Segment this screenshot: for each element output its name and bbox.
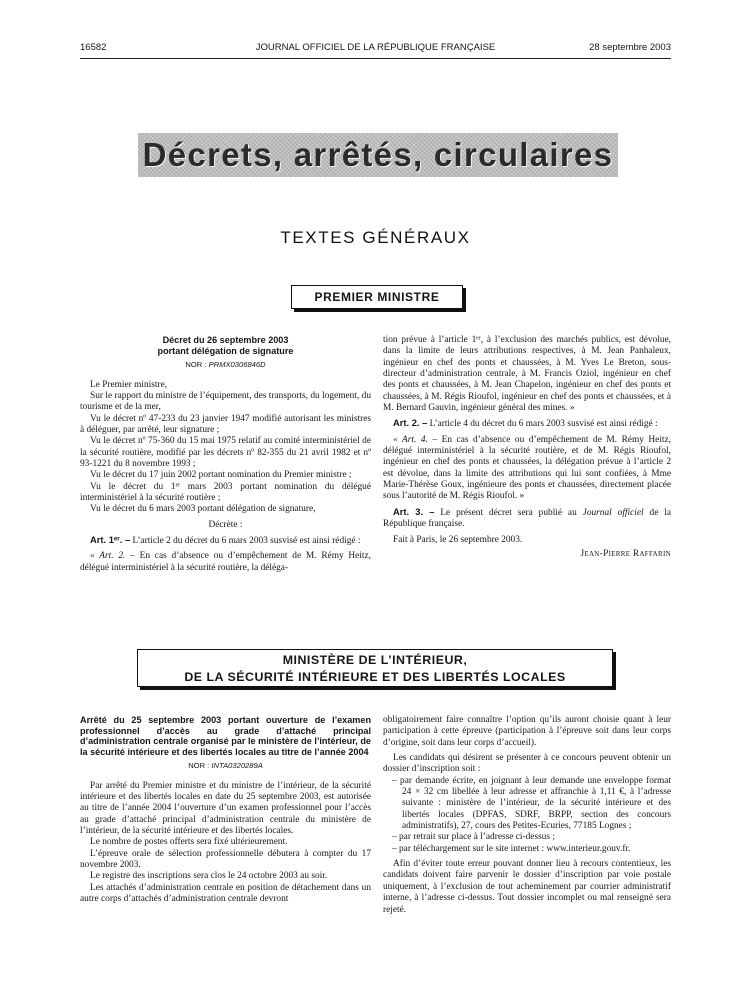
quote-label: « Art. 2. – xyxy=(90,551,135,562)
nor-code: INTA0320289A xyxy=(211,761,263,771)
ministry-heading-line-1: MINISTÈRE DE L’INTÉRIEUR, xyxy=(282,653,468,667)
section-banner xyxy=(138,133,618,177)
paragraph: Vu le décret nº 47-233 du 23 janvier 1947 modifié autorisant les ministres à déléguer, par arrêté, leur signature ; xyxy=(80,413,371,435)
decrete: Décrète : xyxy=(208,519,243,530)
nor-code: PRMX0306846D xyxy=(208,360,266,370)
arrete-title: Arrêté du 25 septembre 2003 portant ouverture de l’examen professionnel d’accès au grade d’attaché principal d’administration centrale organisé par le ministère de l’intérieur, de la sécurité intérieure et des libertés locales au titre de l’année 2004 xyxy=(80,715,371,757)
paragraph: Afin d’éviter toute erreur pouvant donner lieu à recours contentieux, les candidats doivent faire parvenir le dossier d’inscription par voie postale uniquement, à l’exclusion de tout acheminement par courrier administratif interne, à l’adresse ci-dessus. Tout dossier incomplet ou mal renseigné sera rejeté. xyxy=(383,859,671,915)
decree-title-line-1: Décret du 26 septembre 2003 xyxy=(162,335,289,345)
section-title: TEXTES GÉNÉRAUX xyxy=(280,228,471,247)
ministry-heading-premier-ministre xyxy=(291,285,463,309)
quote-label: « Art. 4. – xyxy=(393,434,438,445)
paragraph: Vu le décret du 1ᵉʳ mars 2003 portant nomination du délégué interministériel à la sécurité routière ; xyxy=(80,481,371,503)
quoted-article-2 xyxy=(80,551,371,574)
article-label: Art. 3. – xyxy=(393,506,435,517)
paragraph: Sur le rapport du ministre de l’équipement, des transports, du logement, du tourisme et de la mer, xyxy=(80,390,371,413)
nor-reference xyxy=(80,359,371,370)
mi-left-column xyxy=(80,715,371,906)
quote-text: En cas d’absence ou d’empêchement de M. Rémy Heitz, délégué interministériel à la sécurité routière, et de M. Régis Rioufol, ingénieur en chef des ponts et chaussées, la délégation prévue à l’article 2 est dévolue, dans la limite des attributions qui lui sont confiées, à Mme Marie-Thérèse Goux, ingénieure des ponts et chaussées, directement placée sous l’autorité de M. Régis Rioufol. » xyxy=(383,434,671,502)
quoted-article-4 xyxy=(383,435,671,503)
place-date: Fait à Paris, le 26 septembre 2003. xyxy=(393,534,523,545)
paragraph: Le registre des inscriptions sera clos le 24 octobre 2003 au soir. xyxy=(90,871,328,882)
list-item: – par téléchargement sur le site internet : www.interieur.gouv.fr. xyxy=(392,843,631,854)
ministry-heading-line-2: DE LA SÉCURITÉ INTÉRIEURE ET DES LIBERTÉS LOCALES xyxy=(184,670,566,684)
paragraph: tion prévue à l’article 1ᵉʳ, à l’exclusion des marchés publics, est dévolue, dans la limite de leurs attributions respectives, à M. Jean Panhaleux, ingénieur en chef des ponts et chaussées, à M. Yves Le Breton, sous-directeur d’administration centrale, à M. Francis Oziol, ingénieur en chef des ponts et chaussées, à M. Jean Chapelon, ingénieur en chef des ponts et chaussées, à M. Régis Rioufol, ingénieur en chef des ponts et chaussées, et à M. Bernard Gauvin, ingénieur général des mines. » xyxy=(383,335,671,414)
article-text: de la République française. xyxy=(383,507,671,530)
quote-text: En cas d’absence ou d’empêchement de M. Rémy Heitz, délégué interministériel à la sécurité routière, la déléga- xyxy=(80,551,371,573)
list-item: – par demande écrite, en joignant à leur demande une enveloppe format 24 × 32 cm libellée à leur adresse et affranchie à 1,11 €, à l’adresse suivante : ministère de l’intérieur, de la sécurité intérieure et des libertés locales (DPFAS, SDRF, BRPP, section des concours administratifs), 27, cours des Petites-Ecuries, 77185 Lognes ; xyxy=(392,775,671,832)
paragraph: Vu le décret du 17 juin 2002 portant nomination du Premier ministre ; xyxy=(90,470,352,481)
nor-label: NOR : xyxy=(185,360,207,370)
running-header xyxy=(80,42,671,56)
article-1 xyxy=(80,535,371,547)
ministry-heading-interieur xyxy=(137,649,613,687)
nor-reference xyxy=(80,760,371,771)
paragraph: Par arrêté du Premier ministre et du ministre de l’intérieur, de la sécurité intérieure et des libertés locales en date du 25 septembre 2003, est autorisée au titre de l’année 2004 l’ouverture d’un examen professionnel pour l’accès au grade d’attaché principal d’administration centrale du ministère de l’intérieur, de la sécurité intérieure et des libertés locales. xyxy=(80,780,371,837)
signature: Jean-Pierre Raffarin xyxy=(580,548,671,559)
paragraph: Les candidats qui désirent se présenter à ce concours peuvent obtenir un dossier d’inscription soit : xyxy=(383,753,671,775)
journal-title: JOURNAL OFFICIEL DE LA RÉPUBLIQUE FRANÇAISE xyxy=(255,42,496,53)
article-2 xyxy=(383,418,671,430)
list-item: – par retrait sur place à l’adresse ci-dessus ; xyxy=(392,832,555,843)
paragraph: obligatoirement faire connaître l’option qu’ils auront choisie quant à leur participation à cette épreuve (participation à l’épreuve soit dans leur corps d’origine, soit dans leur corps d’accueil). xyxy=(383,715,671,748)
pm-right-column xyxy=(383,335,671,560)
nor-label: NOR : xyxy=(188,761,210,771)
paragraph: L’épreuve orale de sélection professionnelle débutera à compter du 17 novembre 2003. xyxy=(80,848,371,871)
pm-left-column xyxy=(80,335,371,574)
issue-date: 28 septembre 2003 xyxy=(589,42,671,53)
paragraph: Vu le décret du 6 mars 2003 portant délégation de signature, xyxy=(90,504,316,515)
paragraph: Le nombre de postes offerts sera fixé ultérieurement. xyxy=(90,837,288,848)
decree-title-line-2: portant délégation de signature xyxy=(157,345,294,356)
page-number: 16582 xyxy=(80,42,107,53)
article-text: L’article 4 du décret du 6 mars 2003 susvisé est ainsi rédigé : xyxy=(427,419,658,430)
article-label: Art. 1ᵉʳ. – xyxy=(90,535,131,545)
ministry-heading-label: PREMIER MINISTRE xyxy=(314,290,440,304)
article-3 xyxy=(383,507,671,531)
article-label: Art. 2. – xyxy=(393,418,428,429)
paragraph: Les attachés d’administration centrale en position de détachement dans un autre corps d’attachés d’administration centrale devront xyxy=(80,882,371,905)
paragraph: Le Premier ministre, xyxy=(90,379,168,390)
article-text: L’article 2 du décret du 6 mars 2003 susvisé est ainsi rédigé : xyxy=(130,536,361,546)
header-rule xyxy=(80,58,671,59)
banner-title: Décrets, arrêtés, circulaires xyxy=(142,136,614,173)
paragraph: Vu le décret nº 75-360 du 15 mai 1975 relatif au comité interministériel de la sécurité routière, modifié par les décrets nº 82-355 du 21 avril 1982 et nº 93-1221 du 8 novembre 1993 ; xyxy=(80,436,371,469)
article-text: Le présent décret sera publié au xyxy=(434,507,583,518)
mi-right-column xyxy=(383,715,671,916)
journal-reference: Journal officiel xyxy=(582,507,644,518)
